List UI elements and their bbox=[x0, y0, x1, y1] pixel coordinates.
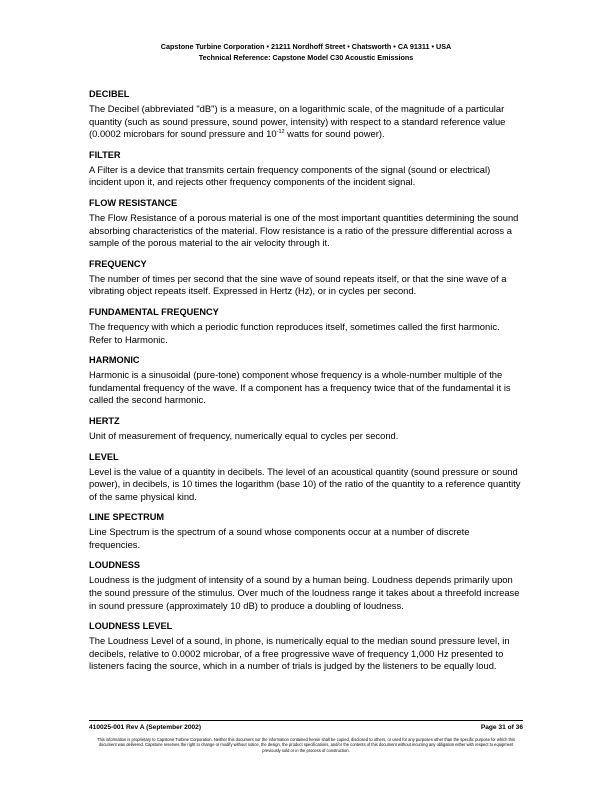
definition-loudness-level: The Loudness Level of a sound, in phone, is numerically equal to the median sound pressure level, in decibels, relative to 0.0002 microbar, of a free progressive wave of frequency 1,000 Hz presented to listeners facing the source, which in a number of trials is judged by the listeners to be equally loud. bbox=[89, 635, 510, 672]
footer-divider bbox=[89, 720, 523, 721]
definition-flow-resistance: The Flow Resistance of a porous material is one of the most important quantities determining the sound absorbing characteristics of the material. Flow resistance is a ratio of the pressure differential across a sample of the porous material to the air velocity through it. bbox=[89, 211, 519, 249]
term-flow-resistance: FLOW RESISTANCE bbox=[89, 197, 178, 208]
term-frequency: FREQUENCY bbox=[89, 258, 147, 269]
term-harmonic: HARMONIC bbox=[89, 355, 140, 366]
definition-fundamental-frequency: The frequency with which a periodic function reproduces itself, sometimes called the first harmonic. Refer to Harmonic. bbox=[89, 320, 500, 345]
term-decibel: DECIBEL bbox=[89, 89, 130, 99]
term-loudness: LOUDNESS bbox=[89, 560, 141, 571]
definition-frequency: The number of times per second that the sine wave of sound repeats itself, or that the sine wave of a vibrating object repeats itself. Expressed in Hertz (Hz), or in cycles per second. bbox=[89, 272, 507, 297]
definition-loudness: Loudness is the judgment of intensity of a sound by a human being. Loudness depends primarily upon the sound pressure of the stimulus. Over much of the loudness range it takes about a threefold increase in sound pressure (approximately 10 dB) to produce a doubling of loudness. bbox=[89, 574, 520, 611]
footer-page-number: Page 31 of 36 bbox=[480, 724, 523, 731]
footer-document-id: 410025-001 Rev A (September 2002) bbox=[89, 724, 202, 731]
footer-disclaimer: This information is proprietary to Capstone Turbine Corporation. Neither this document nor the information contained herein shall be copied, disclosed to others, or used for any purposes other than the specific purpose for which this document was delivered. Capstone reserves the right to change or modify without notice, the design, the product specifications, and/or the contents of this document without incurring any obligation either with respect to equipment previously sold or in the process of construction. bbox=[97, 737, 515, 753]
definition-level: Level is the value of a quantity in decibels. The level of an acoustical quantity (sound pressure or sound power), in decibels, is 10 times the logarithm (base 10) of the ratio of the quantity to a reference quantity of the same physical kind. bbox=[89, 465, 521, 502]
glossary-content bbox=[89, 88, 523, 681]
header-document-title: Technical Reference: Capstone Model C30 Acoustic Emissions bbox=[198, 53, 414, 62]
definition-filter: A Filter is a device that transmits certain frequency components of the signal (sound or electrical) incident upon it, and rejects other frequency components of the incident signal. bbox=[89, 163, 491, 188]
term-level: LEVEL bbox=[89, 451, 119, 462]
definition-line-spectrum: Line Spectrum is the spectrum of a sound whose components occur at a number of discrete frequencies. bbox=[89, 526, 470, 550]
definition-harmonic: Harmonic is a sinusoidal (pure-tone) component whose frequency is a whole-number multiple of the fundamental frequency of the wave. If a component has a frequency twice that of the fundamental it is called the second harmonic. bbox=[89, 369, 511, 406]
definition-hertz: Unit of measurement of frequency, numerically equal to cycles per second. bbox=[89, 429, 399, 441]
page-header bbox=[0, 41, 612, 63]
header-company-address: Capstone Turbine Corporation • 21211 Nordhoff Street • Chatsworth • CA 91311 • USA bbox=[160, 42, 452, 51]
term-line-spectrum: LINE SPECTRUM bbox=[89, 512, 165, 523]
definition-decibel: The Decibel (abbreviated "dB") is a measure, on a logarithmic scale, of the magnitude of a particular quantity (such as sound pressure, sound power, intensity) with respect to a standard reference value (0.0002 microbars for sound pressure and $10^{-12}$ watts for sound power). bbox=[89, 103, 506, 140]
term-fundamental-frequency: FUNDAMENTAL FREQUENCY bbox=[89, 306, 219, 317]
exponent: -12 bbox=[276, 129, 285, 136]
term-filter: FILTER bbox=[89, 149, 121, 160]
term-hertz: HERTZ bbox=[89, 415, 120, 426]
term-loudness-level: LOUDNESS LEVEL bbox=[89, 621, 173, 632]
